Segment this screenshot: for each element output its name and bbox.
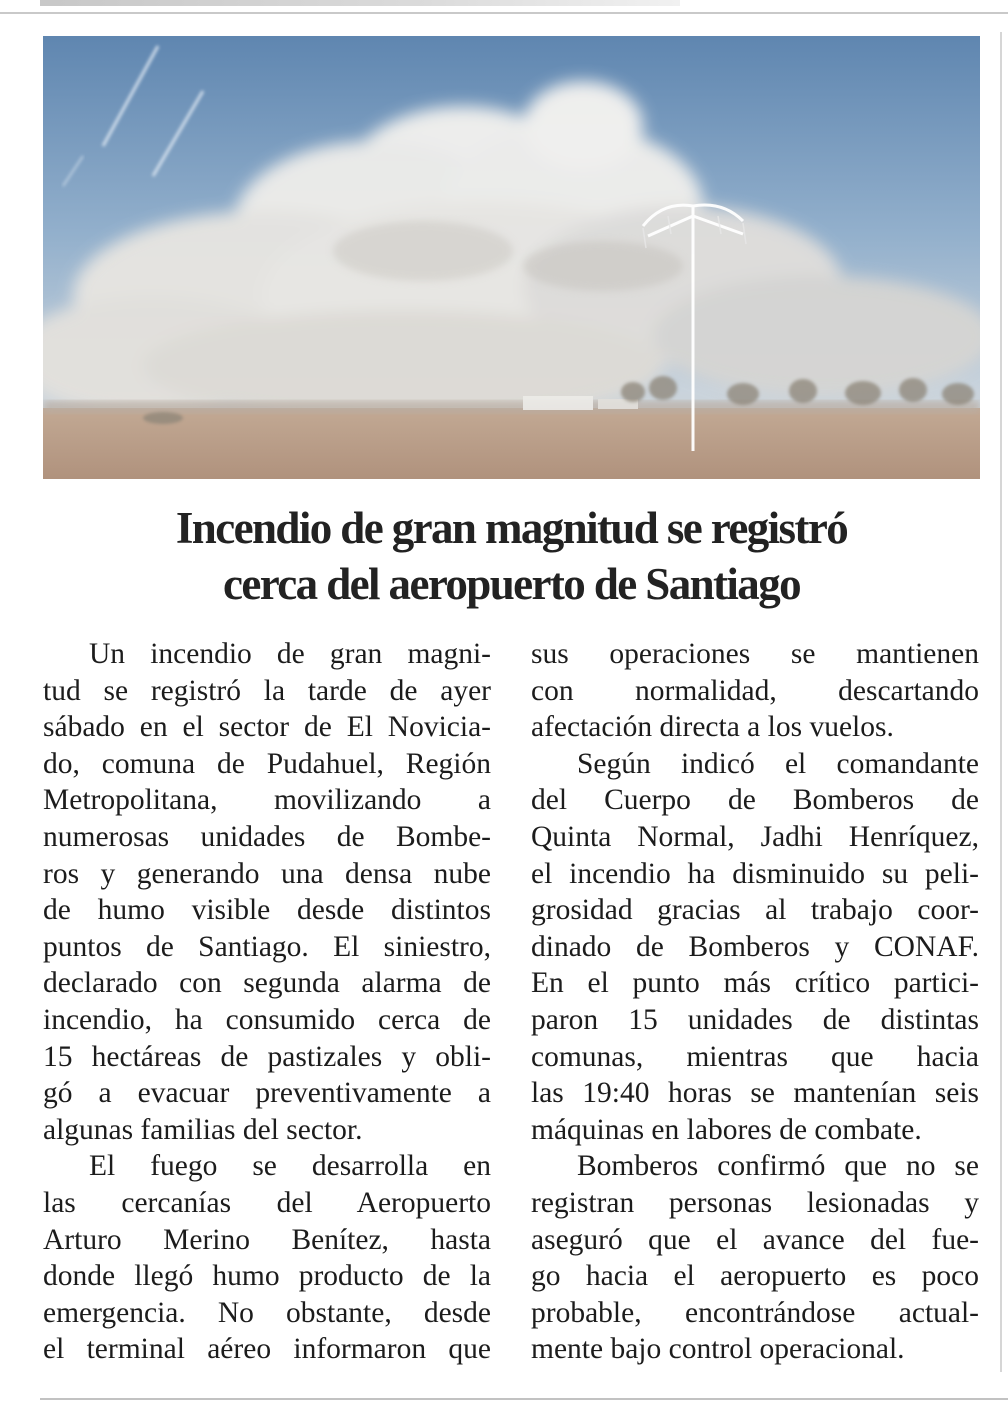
body-text-line: puntos de Santiago. El siniestro, <box>43 930 491 963</box>
body-text-line: de humo visible desde distintos <box>43 894 491 927</box>
body-text-line: tud se registró la tarde de ayer <box>43 674 491 707</box>
body-text-line: máquinas en labores de combate. <box>531 1113 922 1146</box>
body-text-line: do, comuna de Pudahuel, Región <box>43 747 491 780</box>
body-text-line: go hacia el aeropuerto es poco <box>531 1260 979 1293</box>
headline-line-2: cerca del aeropuerto de Santiago <box>222 559 801 609</box>
body-text-line: algunas familias del sector. <box>43 1113 363 1146</box>
body-text-line: las cercanías del Aeropuerto <box>43 1186 491 1219</box>
body-text-line: dinado de Bomberos y CONAF. <box>531 930 979 963</box>
body-text-line: grosidad gracias al trabajo coor- <box>531 894 979 927</box>
smoke-cloud-over-field-icon <box>43 36 980 479</box>
body-text-line: comunas, mientras que hacia <box>531 1040 979 1073</box>
body-text-line: el terminal aéreo informaron que <box>43 1333 491 1366</box>
article-headline <box>43 500 980 612</box>
body-text-line: numerosas unidades de Bombe- <box>43 820 491 853</box>
body-text-line: En el punto más crítico partici- <box>531 967 979 1000</box>
body-text-line: donde llegó humo producto de la <box>43 1260 491 1293</box>
body-text-line: con normalidad, descartando <box>531 674 979 707</box>
body-text-line: El fuego se desarrolla en <box>89 1150 491 1183</box>
body-text-line: Arturo Merino Benítez, hasta <box>43 1223 491 1256</box>
body-text-line: Metropolitana, movilizando a <box>43 784 491 817</box>
body-text-line: mente bajo control operacional. <box>531 1333 905 1366</box>
body-text-line: emergencia. No obstante, desde <box>43 1296 491 1329</box>
body-text-line: el incendio ha disminuido su peli- <box>531 857 979 890</box>
body-text-line: Un incendio de gran magni- <box>89 638 491 670</box>
bottom-divider <box>40 1398 1008 1400</box>
top-divider <box>0 12 1008 14</box>
body-text-line: declarado con segunda alarma de <box>43 967 491 1000</box>
top-decorative-rule <box>40 0 680 6</box>
body-text-line: registran personas lesionadas y <box>531 1186 979 1219</box>
news-photo <box>43 36 980 479</box>
body-text-line: sábado en el sector de El Novicia- <box>43 711 491 744</box>
body-text-line: sus operaciones se mantienen <box>531 638 979 670</box>
body-text-line: 15 hectáreas de pastizales y obli- <box>43 1040 491 1073</box>
right-column-divider <box>1000 32 1002 1372</box>
headline-line-1: Incendio de gran magnitud se registró <box>175 503 848 553</box>
article-body-left-column <box>43 636 491 1368</box>
body-text-line: gó a evacuar preventivamente a <box>43 1077 491 1110</box>
body-text-line: incendio, ha consumido cerca de <box>43 1003 491 1036</box>
body-text-line: ros y generando una densa nube <box>43 857 491 890</box>
body-text-line: probable, encontrándose actual- <box>531 1296 979 1329</box>
body-text-line: Según indicó el comandante <box>577 747 979 780</box>
body-text-line: Quinta Normal, Jadhi Henríquez, <box>531 820 979 853</box>
body-text-line: del Cuerpo de Bomberos de <box>531 784 979 817</box>
body-text-line: aseguró que el avance del fue- <box>531 1223 979 1256</box>
body-text-line: afectación directa a los vuelos. <box>531 711 894 744</box>
body-text-line: Bomberos confirmó que no se <box>577 1150 979 1183</box>
body-text-line: las 19:40 horas se mantenían seis <box>531 1077 979 1110</box>
article-body-right-column <box>531 636 979 1368</box>
body-text-line: paron 15 unidades de distintas <box>531 1003 979 1036</box>
